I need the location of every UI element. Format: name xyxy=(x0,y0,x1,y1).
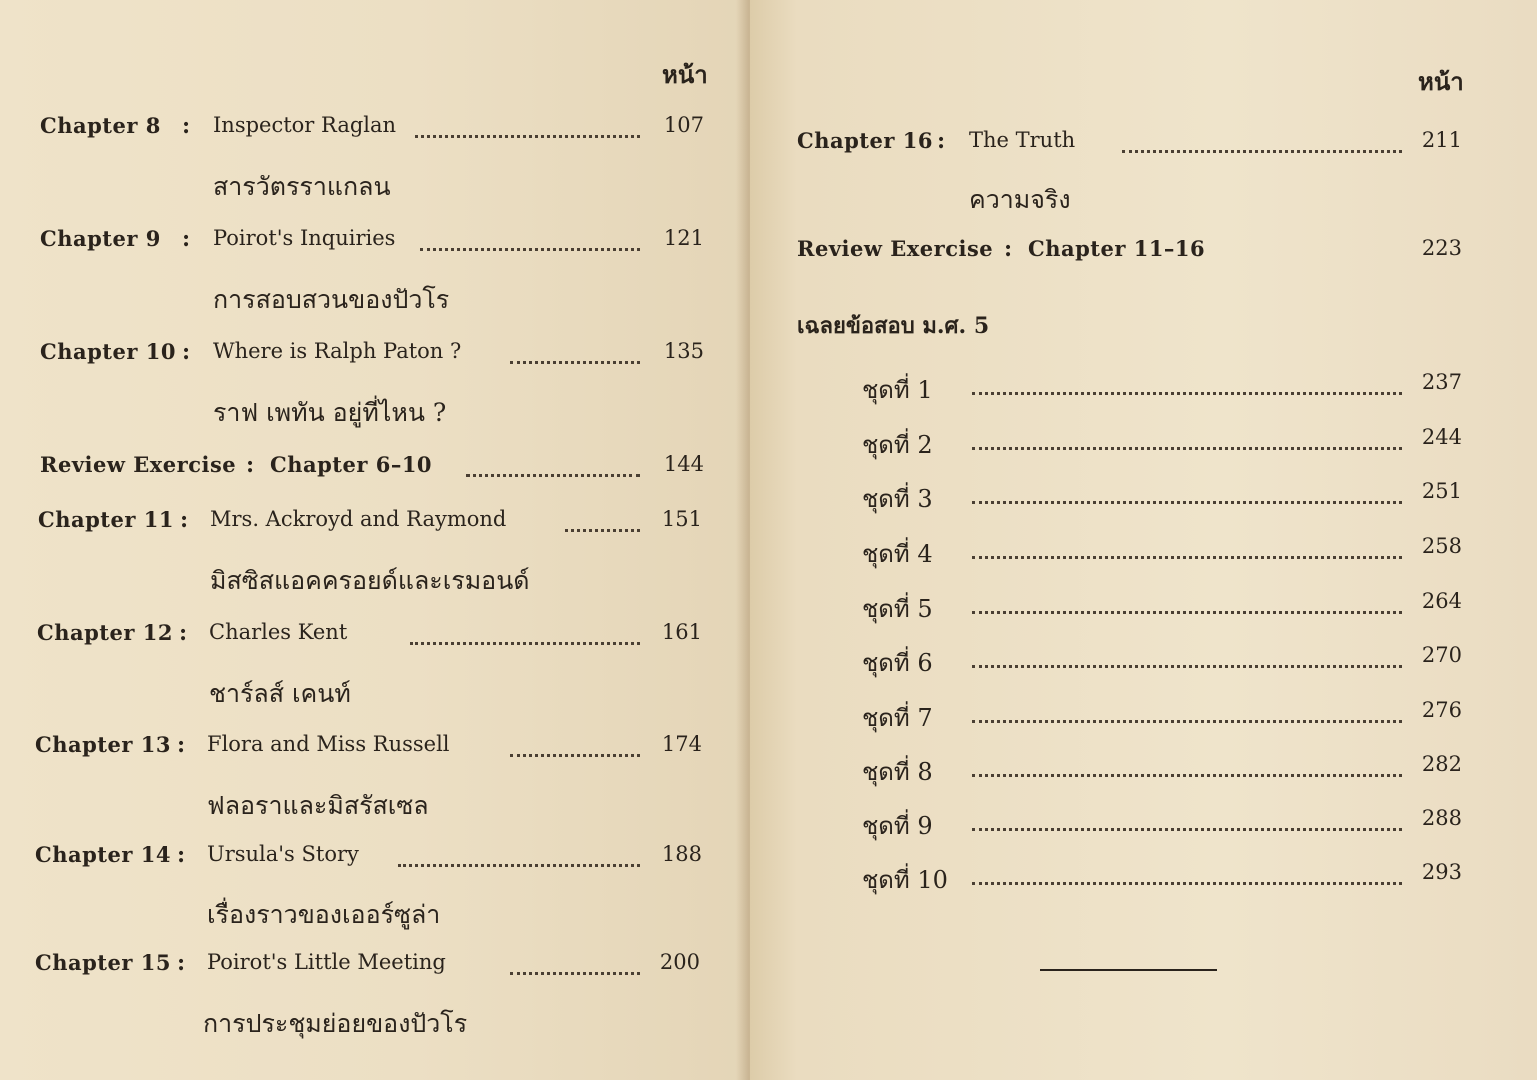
answer-set-entry xyxy=(750,370,1537,404)
review-range: Chapter 6–10 xyxy=(270,452,433,477)
colon: : xyxy=(182,113,191,139)
page-number: 107 xyxy=(663,113,704,137)
colon: : xyxy=(177,950,186,976)
thai-title: การสอบสวนของปัวโร xyxy=(213,285,450,314)
answer-set-entry xyxy=(750,425,1537,459)
answer-set-entry xyxy=(750,806,1537,840)
page-number: 188 xyxy=(661,842,702,866)
thai-title: ความจริง xyxy=(969,185,1071,214)
chapter-title: Flora and Miss Russell xyxy=(207,732,450,756)
colon: : xyxy=(177,732,186,758)
page-number: 237 xyxy=(1421,370,1462,394)
leader-dots xyxy=(420,234,640,251)
chapter-label: Chapter 13 xyxy=(35,732,171,757)
page-number: 151 xyxy=(661,507,702,531)
colon: : xyxy=(1004,236,1013,262)
answer-set-entry xyxy=(750,643,1537,677)
leader-dots xyxy=(510,958,640,975)
toc-entry xyxy=(0,339,750,373)
set-label: ชุดที่ 10 xyxy=(862,866,948,894)
review-range: Chapter 11–16 xyxy=(1028,236,1206,261)
thai-title: ชาร์ลส์ เคนท์ xyxy=(209,679,351,708)
set-label: ชุดที่ 3 xyxy=(862,485,933,513)
chapter-label: Chapter 15 xyxy=(35,950,171,975)
thai-title: ฟลอราและมิสรัสเซล xyxy=(207,791,429,820)
chapter-label: Chapter 8 xyxy=(40,113,161,138)
chapter-label: Chapter 12 xyxy=(37,620,173,645)
answer-set-entry xyxy=(750,534,1537,568)
answer-set-entry xyxy=(750,860,1537,894)
page-number: 135 xyxy=(663,339,704,363)
thai-title: ราฟ เพทัน อยู่ที่ไหน ? xyxy=(213,398,447,427)
answer-set-entry xyxy=(750,752,1537,786)
leader-dots xyxy=(972,760,1402,777)
leader-dots xyxy=(565,515,640,532)
colon: : xyxy=(182,339,191,365)
leader-dots xyxy=(466,460,640,477)
page-number: 244 xyxy=(1421,425,1462,449)
leader-dots xyxy=(972,651,1402,668)
colon: : xyxy=(177,842,186,868)
page-column-header: หน้า xyxy=(662,60,708,89)
chapter-title: The Truth xyxy=(969,128,1076,152)
set-label: ชุดที่ 7 xyxy=(862,704,933,732)
chapter-title: Charles Kent xyxy=(209,620,348,644)
leader-dots xyxy=(972,433,1402,450)
leader-dots xyxy=(972,542,1402,559)
leader-dots xyxy=(510,740,640,757)
set-label: ชุดที่ 8 xyxy=(862,758,933,786)
set-label: ชุดที่ 5 xyxy=(862,595,933,623)
thai-title: มิสซิสแอคครอยด์และเรมอนด์ xyxy=(210,566,530,595)
toc-entry-review xyxy=(0,452,750,486)
chapter-label: Chapter 9 xyxy=(40,226,161,251)
page-number: 293 xyxy=(1421,860,1462,884)
page-number: 276 xyxy=(1421,698,1462,722)
chapter-title: Poirot's Little Meeting xyxy=(207,950,446,974)
leader-dots xyxy=(415,121,640,138)
page-number: 200 xyxy=(659,950,700,974)
chapter-title: Poirot's Inquiries xyxy=(213,226,396,250)
leader-dots xyxy=(972,868,1402,885)
chapter-title: Mrs. Ackroyd and Raymond xyxy=(210,507,507,531)
set-label: ชุดที่ 6 xyxy=(862,649,933,677)
set-label: ชุดที่ 1 xyxy=(862,376,933,404)
review-label: Review Exercise xyxy=(40,452,237,477)
toc-entry xyxy=(0,620,750,654)
chapter-title: Ursula's Story xyxy=(207,842,359,866)
page-number: 288 xyxy=(1421,806,1462,830)
page-number: 144 xyxy=(663,452,704,476)
answer-set-entry xyxy=(750,698,1537,732)
toc-entry xyxy=(0,842,750,876)
answer-section-title: เฉลยข้อสอบ ม.ศ. 5 xyxy=(797,313,990,339)
toc-entry xyxy=(0,113,750,147)
leader-dots xyxy=(972,487,1402,504)
page-number: 282 xyxy=(1421,752,1462,776)
page-number: 223 xyxy=(1421,236,1462,260)
colon: : xyxy=(182,226,191,252)
page-column-header: หน้า xyxy=(1418,67,1464,96)
leader-dots xyxy=(510,347,640,364)
answer-set-entry xyxy=(750,589,1537,623)
toc-entry xyxy=(0,226,750,260)
page-number: 251 xyxy=(1421,479,1462,503)
set-label: ชุดที่ 9 xyxy=(862,812,933,840)
colon: : xyxy=(179,620,188,646)
set-label: ชุดที่ 2 xyxy=(862,431,933,459)
leader-dots xyxy=(1122,136,1402,153)
leader-dots xyxy=(972,706,1402,723)
chapter-title: Inspector Raglan xyxy=(213,113,397,137)
right-page xyxy=(750,0,1537,1080)
toc-entry xyxy=(0,950,750,984)
toc-entry xyxy=(0,732,750,766)
page-number: 161 xyxy=(661,620,702,644)
colon: : xyxy=(246,452,255,478)
page-number: 264 xyxy=(1421,589,1462,613)
leader-dots xyxy=(398,850,640,867)
closing-rule xyxy=(1040,969,1217,971)
toc-entry xyxy=(0,507,750,541)
page-number: 174 xyxy=(661,732,702,756)
answer-set-entry xyxy=(750,479,1537,513)
leader-dots xyxy=(972,378,1402,395)
chapter-title: Where is Ralph Paton ? xyxy=(213,339,462,363)
toc-entry xyxy=(750,128,1537,162)
left-page xyxy=(0,0,750,1080)
thai-title: เรื่องราวของเออร์ซูล่า xyxy=(207,900,441,929)
leader-dots xyxy=(972,597,1402,614)
chapter-label: Chapter 11 xyxy=(38,507,174,532)
page-number: 211 xyxy=(1421,128,1462,152)
colon: : xyxy=(937,128,946,154)
page-number: 270 xyxy=(1421,643,1462,667)
chapter-label: Chapter 10 xyxy=(40,339,176,364)
page-number: 121 xyxy=(663,226,704,250)
chapter-label: Chapter 14 xyxy=(35,842,171,867)
page-number: 258 xyxy=(1421,534,1462,558)
chapter-label: Chapter 16 xyxy=(797,128,933,153)
toc-entry-review xyxy=(750,236,1537,270)
thai-title: สารวัตรราแกลน xyxy=(213,172,391,201)
review-label: Review Exercise xyxy=(797,236,994,261)
leader-dots xyxy=(410,628,640,645)
thai-title: การประชุมย่อยของปัวโร xyxy=(203,1009,468,1038)
set-label: ชุดที่ 4 xyxy=(862,540,933,568)
leader-dots xyxy=(972,814,1402,831)
colon: : xyxy=(180,507,189,533)
